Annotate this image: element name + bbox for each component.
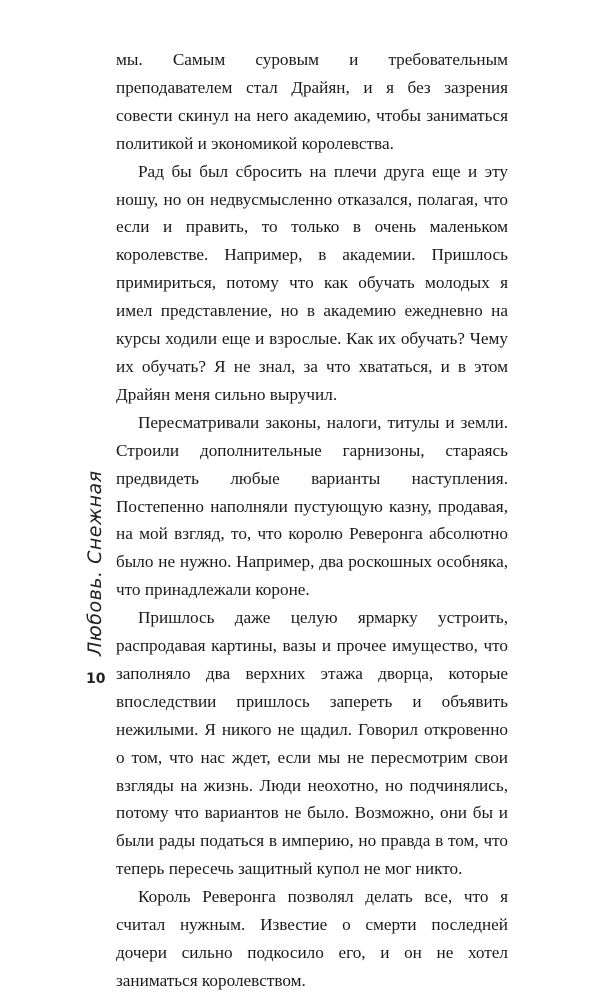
paragraph-5: Король Реверонга позволял делать все, что я считал нужным. Известие о смерти последней дочери сильно подкосило его, и он не хотел заниматься королевством. <box>116 887 508 990</box>
page-number: 10 <box>86 671 106 687</box>
paragraph-3: Пересматривали законы, налоги, титулы и земли. Строили дополнительные гарнизоны, стараясь предвидеть любые варианты наступления. Постепенно наполняли пустующую казну, продавая, на мой взгляд, то, что королю Реверонга абсолютно было не нужно. Например, два роскошных особняка, что принадлежали короне. <box>116 412 508 600</box>
paragraph-4: Пришлось даже целую ярмарку устроить, распродавая картины, вазы и прочее имущество, что заполняло два верхних этажа дворца, которые впоследствии пришлось запереть и объявить нежилыми. Я никого не щадил. Говорил откровенно о том, что нас ждет, если мы не пересмотрим свои взгляды на жизнь. Люди неохотно, но подчинялись, потому что вариантов не было. Возможно, они бы и были рады податься в империю, но правда в том, что теперь пересечь защитный купол не мог никто. <box>116 608 508 879</box>
body-text <box>116 46 508 995</box>
paragraph-2: Рад бы был сбросить на плечи друга еще и эту ношу, но он недвусмысленно отказался, полагая, что если и править, то только в очень маленьком королевстве. Например, в академии. Пришлось примириться, потому что как обучать молодых я имел представление, но в академию ежедневно на курсы ходили еще и взрослые. Как их обучать? Чему их обучать? Я не знал, за что хвататься, и в этом Драйян меня сильно выручил. <box>116 161 508 404</box>
paragraph-1: мы. Самым суровым и требовательным преподавателем стал Драйян, и я без зазрения совести скинул на него академию, чтобы заниматься политикой и экономикой королевства. <box>116 50 508 153</box>
running-title: Любовь. Снежная <box>84 470 106 656</box>
